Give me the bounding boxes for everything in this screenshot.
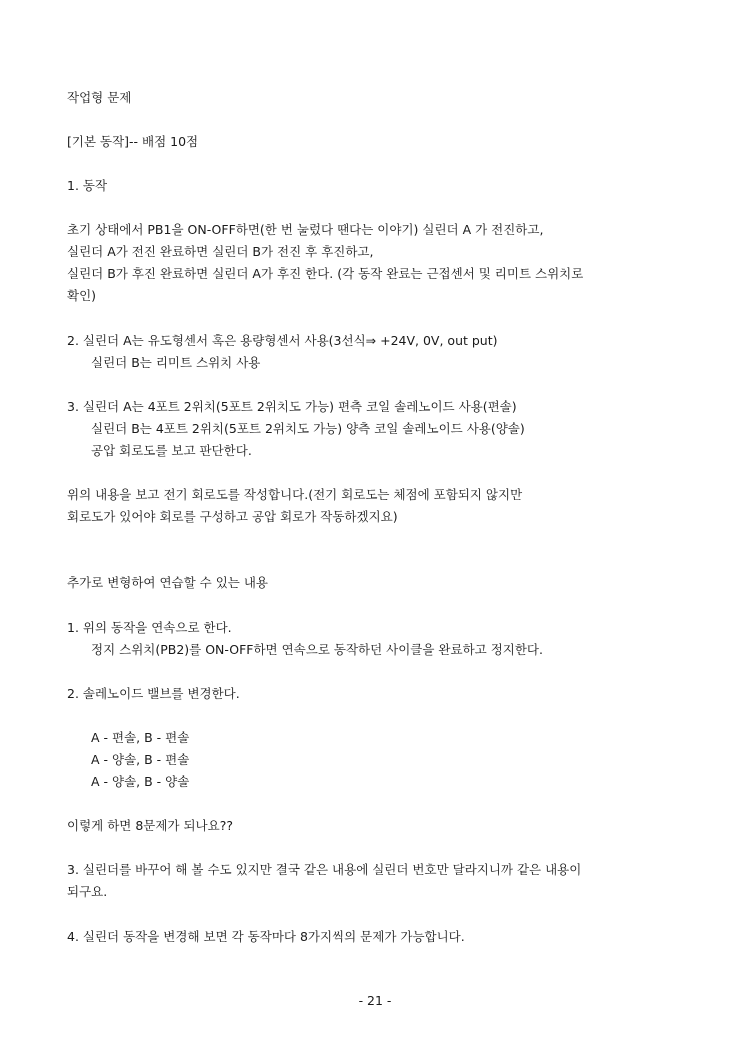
practice-heading: 추가로 변형하여 연습할 수 있는 내용: [67, 575, 268, 590]
note-line2: 회로도가 있어야 회로를 구성하고 공압 회로가 작동하겠지요): [67, 509, 398, 524]
valve-option: A - 양솔, B - 편솔: [91, 752, 190, 767]
basic-heading: [기본 동작]-- 배점 10점: [67, 134, 199, 149]
section1-heading: 1. 동작: [67, 178, 108, 193]
practice-item1-line2: 정지 스위치(PB2)를 ON-OFF하면 연속으로 동작하던 사이클을 완료하고 정지한다.: [91, 642, 543, 657]
section3-line3: 공압 회로도를 보고 판단한다.: [91, 443, 252, 458]
document-title: 작업형 문제: [67, 90, 132, 105]
note-line1: 위의 내용을 보고 전기 회로도를 작성합니다.(전기 회로도는 체점에 포함되지 않지만: [67, 487, 523, 502]
section3-line2: 실린더 B는 4포트 2위치(5포트 2위치도 가능) 양측 코일 솔레노이드 사용(양솔): [91, 421, 525, 436]
practice-item3-line2: 되구요.: [67, 884, 108, 899]
section1-line: 실린더 A가 전진 완료하면 실린더 B가 전진 후 후진하고,: [67, 244, 374, 259]
practice-item4: 4. 실린더 동작을 변경해 보면 각 동작마다 8가지씩의 문제가 가능합니다.: [67, 929, 465, 944]
section1-line: 초기 상태에서 PB1을 ON-OFF하면(한 번 눌렀다 땐다는 이야기) 실린더 A 가 전진하고,: [67, 222, 544, 237]
section1-line: 실린더 B가 후진 완료하면 실린더 A가 후진 한다. (각 동작 완료는 근접센서 및 리미트 스위치로: [67, 266, 584, 281]
practice-question: 이렇게 하면 8문제가 되나요??: [67, 818, 233, 833]
page-number: - 21 -: [358, 993, 392, 1008]
practice-item2: 2. 솔레노이드 밸브를 변경한다.: [67, 686, 240, 701]
practice-item3-line1: 3. 실린더를 바꾸어 해 볼 수도 있지만 결국 같은 내용에 실린더 번호만 달라지니까 같은 내용이: [67, 862, 582, 877]
practice-item1-line1: 1. 위의 동작을 연속으로 한다.: [67, 620, 232, 635]
valve-option: A - 양솔, B - 양솔: [91, 774, 190, 789]
section3-line1: 3. 실린더 A는 4포트 2위치(5포트 2위치도 가능) 편측 코일 솔레노이드 사용(편솔): [67, 399, 517, 414]
section2-line1: 2. 실린더 A는 유도형센서 혹은 용량형센서 사용(3선식⇒ +24V, 0V, out put): [67, 333, 498, 348]
section1-line: 확인): [67, 288, 97, 303]
section2-line2: 실린더 B는 리미트 스위치 사용: [91, 355, 261, 370]
valve-option: A - 편솔, B - 편솔: [91, 730, 190, 745]
